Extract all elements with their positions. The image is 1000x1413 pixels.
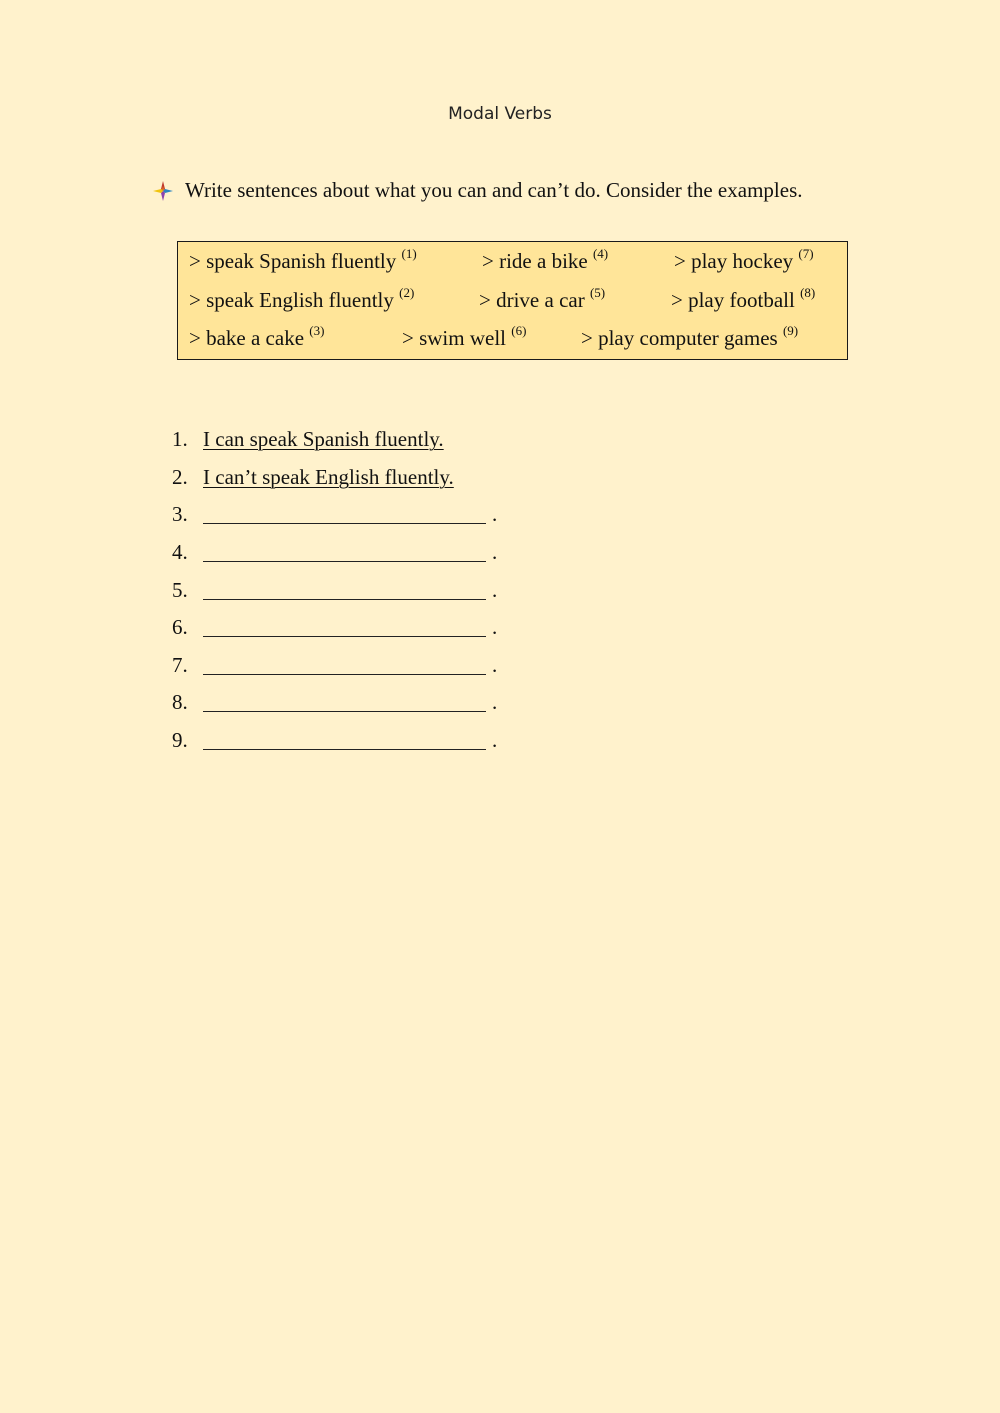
answer-number: 4. — [172, 540, 188, 565]
answer-row-8 — [172, 684, 497, 722]
answer-blank[interactable] — [203, 577, 486, 600]
answer-row-6 — [172, 609, 497, 647]
word-item: > speak Spanish fluently $^{(1)}$ — [189, 246, 417, 273]
answer-blank[interactable] — [203, 652, 486, 675]
answer-number: 5. — [172, 577, 188, 602]
word-item: > ride a bike $^{(4)}$ — [482, 246, 609, 273]
answer-row-7 — [172, 647, 497, 685]
answer-blank[interactable] — [203, 614, 486, 637]
word-item: > bake a cake $^{(3)}$ — [189, 323, 325, 350]
sentence-end: . — [492, 577, 498, 602]
sentence-end: . — [492, 540, 498, 565]
word-item: > play football $^{(8)}$ — [671, 285, 816, 312]
word-item: > speak English fluently $^{(2)}$ — [189, 285, 415, 312]
answer-row-4 — [172, 534, 497, 572]
answer-blank[interactable] — [203, 501, 486, 524]
word-item: > play computer games $^{(9)}$ — [581, 323, 799, 350]
answer-row-5 — [172, 571, 497, 609]
page-title: Modal Verbs — [448, 104, 552, 124]
word-item: > play hockey $^{(7)}$ — [674, 246, 814, 273]
example-sentence: I can speak Spanish fluently. — [203, 427, 444, 452]
answer-blank[interactable] — [203, 727, 486, 750]
sentence-end: . — [492, 502, 498, 527]
answer-list — [172, 421, 497, 759]
word-item: > swim well $^{(6)}$ — [402, 323, 527, 350]
answer-row-3 — [172, 496, 497, 534]
answer-number: 7. — [172, 652, 188, 677]
sentence-end: . — [492, 690, 498, 715]
answer-number: 1. — [172, 427, 188, 452]
answer-number: 6. — [172, 615, 188, 640]
answer-row-9 — [172, 722, 497, 760]
word-item: > drive a car $^{(5)}$ — [479, 285, 606, 312]
instruction — [152, 178, 803, 203]
answer-number: 2. — [172, 464, 188, 489]
answer-row-1 — [172, 421, 497, 459]
answer-blank[interactable] — [203, 539, 486, 562]
answer-number: 3. — [172, 502, 188, 527]
example-sentence: I can’t speak English fluently. — [203, 464, 454, 489]
answer-number: 9. — [172, 728, 188, 753]
answer-number: 8. — [172, 690, 188, 715]
answer-blank[interactable] — [203, 689, 486, 712]
instruction-text: Write sentences about what you can and can’t do. Consider the examples. — [185, 178, 803, 202]
word-box — [177, 241, 848, 360]
sentence-end: . — [492, 728, 498, 753]
sentence-end: . — [492, 652, 498, 677]
sentence-end: . — [492, 615, 498, 640]
four-point-star-icon — [152, 180, 174, 202]
answer-row-2 — [172, 459, 497, 497]
